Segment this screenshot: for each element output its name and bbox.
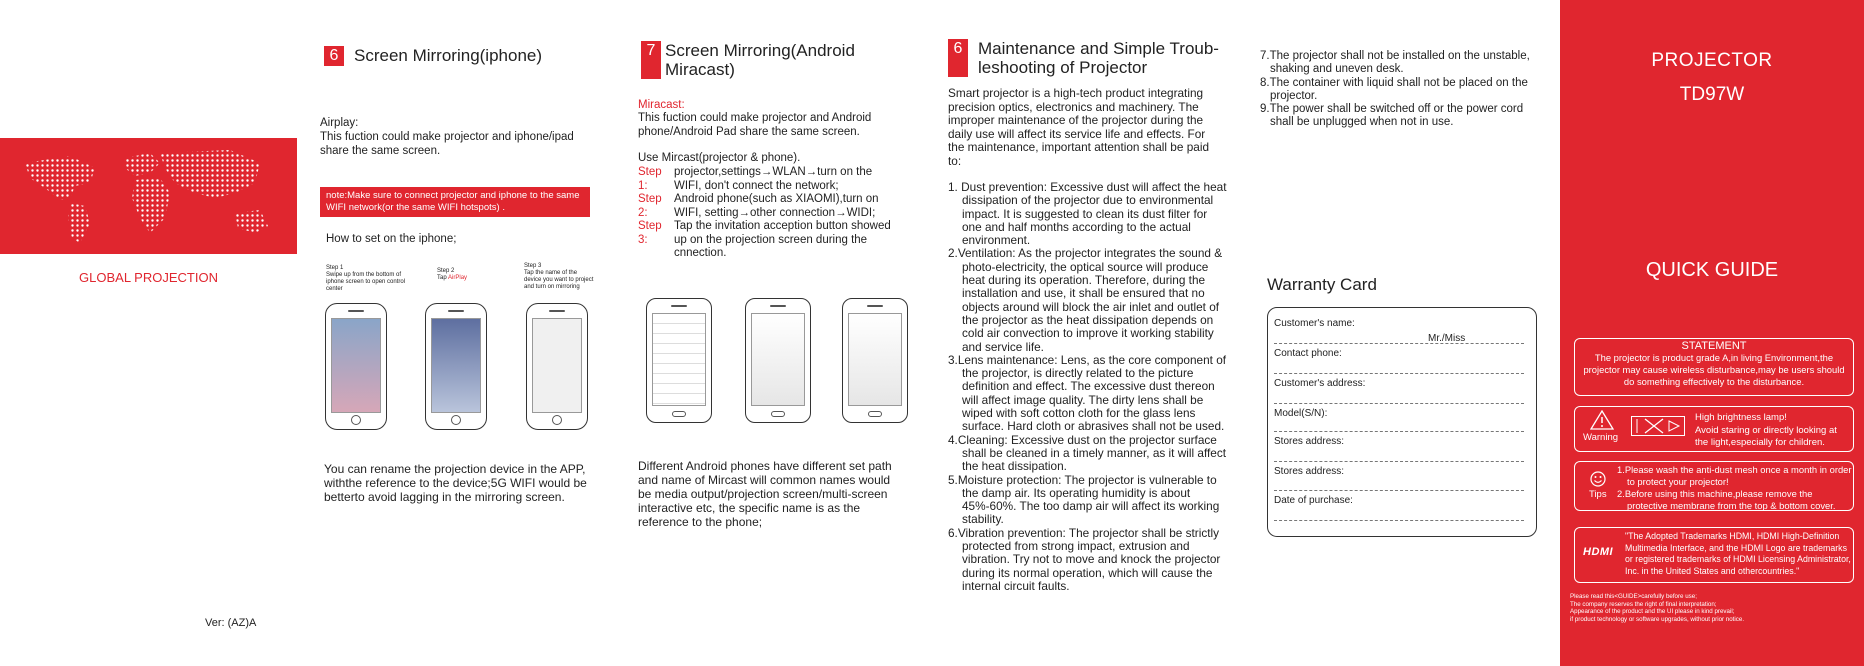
- step-label: Step 1:: [638, 166, 662, 192]
- iphone-section-heading: [324, 46, 614, 66]
- different-android-text: Different Android phones have different set path and name of Mircast will common names would be media output/projection screen/multi-screen interactive etc, the specific name is as the reference to the phone;: [638, 459, 892, 529]
- product-name: PROJECTOR: [1651, 50, 1773, 71]
- mr-miss-label: Mr./Miss: [1428, 333, 1466, 344]
- step2-tap: Tap: [437, 275, 447, 281]
- customer-name-label: Customer's name:: [1274, 318, 1355, 329]
- miracast-label: Miracast:: [638, 99, 685, 111]
- iphone-step2-text: [437, 268, 507, 282]
- warranty-title: Warranty Card: [1267, 275, 1377, 294]
- no-stare-icon: [1631, 416, 1685, 436]
- android-step: [638, 220, 900, 261]
- maintenance-intro: Smart projector is a high-tech product integrating precision optics, electronics and machinery. The improper maintenance of the projector during the daily use will affect its service life and effects. For the maintenance, important attention shall be paid to:: [948, 86, 1210, 168]
- customer-name-line: [1274, 343, 1524, 344]
- fine-print: [1570, 593, 1860, 623]
- step-text: projector,settings→WLAN→turn on the WIFI, don't connect the network;: [674, 166, 873, 192]
- maintenance-heading: [948, 39, 1228, 77]
- section-title: Maintenance and Simple Troub-leshooting of Projector: [978, 39, 1219, 77]
- section-number: 7: [641, 41, 661, 79]
- warning-box: [1574, 406, 1854, 452]
- stores-address-label: Stores address:: [1274, 466, 1345, 477]
- android-phone-3: [842, 298, 908, 423]
- hdmi-box: [1574, 527, 1854, 583]
- airplay-desc: This fuction could make projector and iphone/ipad share the same screen.: [320, 131, 574, 157]
- quick-guide-title: QUICK GUIDE: [1645, 259, 1779, 281]
- statement-title: STATEMENT: [1681, 340, 1747, 352]
- android-phone-1: [646, 298, 712, 423]
- hdmi-logo: HDMI: [1583, 546, 1614, 558]
- world-map-band: [0, 138, 297, 254]
- step-text: Tap the invitation acception button showed up on the projection screen during the cnnection.: [674, 220, 891, 259]
- step-text: Android phone(such as XIAOMI),turn on WIFI, setting→other connection→WIDI;: [674, 193, 879, 219]
- maintenance-item: 1. Dust prevention: Excessive dust will affect the heat dissipation of the projector due to environmental impact. It is suggested to clean its dust filter for one and half months according to the actual environment.: [948, 180, 1227, 248]
- warning-triangle-icon: [1590, 410, 1614, 430]
- android-step: [638, 166, 900, 193]
- android-step: [638, 193, 900, 220]
- product-model: TD97W: [1679, 84, 1745, 105]
- maintenance-item: 9.The power shall be switched off or the power cord shall be unplugged when not in use.: [1260, 103, 1524, 129]
- android-section-heading: [641, 41, 891, 79]
- tips-2: 2.Before using this machine,please remove the protective membrane from the top & bottom cover.: [1617, 488, 1836, 511]
- stores-address-label: Stores address:: [1274, 436, 1345, 447]
- section-number: 6: [324, 46, 344, 66]
- step-label: Step 3:: [638, 220, 662, 246]
- version-label: Ver: (AZ)A: [205, 617, 257, 629]
- iphone-image-1: [325, 303, 387, 430]
- statement-text: The projector is product grade A,in living Environment,the projector may cause wireless disturbance,may be users should do something effectively to the disturbance.: [1583, 352, 1845, 387]
- maintenance-list: [948, 181, 1228, 593]
- fine-print-line: Appearance of the product and the UI please in kind prevail;: [1570, 608, 1735, 616]
- maintenance-item: 2.Ventilation: As the projector integrates the sound & photo-electricity, the optical source will produce heat during its operation. Therefore, during the installation and use, it shall be ensured that no objects around will block the air inlet and outlet of the projector as the heat dissipation depends on cold air convection to improve it working stability and service life.: [948, 246, 1223, 354]
- model-line: [1274, 431, 1524, 432]
- maintenance-item: 6.Vibration prevention: The projector shall be strictly protected from strong impact, extrusion and vibration. Try not to move and knock the projector during its normal operation, which will cause the internal circuit faults.: [948, 525, 1221, 593]
- model-label: Model(S/N):: [1274, 408, 1328, 419]
- maintenance-item: 7.The projector shall not be installed on the unstable, shaking and uneven desk.: [1260, 50, 1530, 76]
- android-steps: [638, 166, 900, 261]
- statement-box: [1574, 338, 1854, 396]
- smile-icon: [1590, 471, 1606, 487]
- hdmi-trademark-text: "The Adopted Trademarks HDMI, HDMI High-Definition Multimedia Interface, and the HDMI Logo are trademarks or registered trademarks of HDMI Licensing Administrator, Inc. in the United States and othercountries.": [1625, 531, 1851, 576]
- warning-line1: High brightness lamp!: [1695, 412, 1787, 423]
- maintenance-item: 5.Moisture protection: The projector is vulnerable to the damp air. Its operating humidity is about 45%-60%. The too damp air will affect its working stability.: [948, 472, 1220, 527]
- iphone-step1-text: Step 1 Swipe up from the bottom of iphone screen to open control center: [326, 265, 406, 292]
- tips-label: Tips: [1589, 489, 1607, 500]
- date-of-purchase-line: [1274, 520, 1524, 521]
- how-to-label: How to set on the iphone;: [326, 233, 457, 245]
- section-number: 6: [948, 39, 968, 77]
- maintenance-item: 4.Cleaning: Excessive dust on the projector surface shall be cleaned in a timely manner, as it will affect the heat dissipation.: [948, 432, 1227, 474]
- use-mircast: Use Mircast(projector & phone).: [638, 152, 801, 164]
- date-of-purchase-label: Date of purchase:: [1274, 495, 1353, 506]
- contact-phone-label: Contact phone:: [1274, 348, 1342, 359]
- miracast-desc: This fuction could make projector and Android phone/Android Pad share the same screen.: [638, 112, 872, 138]
- maintenance-continued: [1260, 50, 1540, 130]
- section-title: Screen Mirroring(Android Miracast): [665, 41, 855, 79]
- step2-label: Step 2: [437, 268, 455, 274]
- iphone-image-2: [425, 303, 487, 430]
- fine-print-line: Please read this<GUIDE>carefully before use;: [1570, 593, 1697, 600]
- fine-print-line: The company reserves the right of final interpretation;: [1570, 600, 1717, 608]
- note-box: note:Make sure to connect projector and iphone to the same WIFI network(or the same WIFI hotspots) .: [320, 187, 590, 217]
- warning-line2: Avoid staring or directly looking at the light,especially for children.: [1695, 425, 1837, 448]
- customer-address-line: [1274, 403, 1524, 404]
- world-map-icon: [0, 138, 297, 254]
- warning-label: Warning: [1583, 432, 1619, 443]
- warranty-card: [1267, 307, 1537, 537]
- tips-box: [1574, 461, 1854, 511]
- customer-address-label: Customer's address:: [1274, 378, 1366, 389]
- android-phone-2: [745, 298, 811, 423]
- step-label: Step 2:: [638, 193, 662, 219]
- rename-text: You can rename the projection device in the APP, withthe reference to the device;5G WIFI would be betterto avoid lagging in the mirroring screen.: [324, 462, 587, 504]
- iphone-image-3: [526, 303, 588, 430]
- global-projection-label: GLOBAL PROJECTION: [79, 270, 218, 285]
- contact-phone-line: [1274, 373, 1524, 374]
- fine-print-line: if product technology or software upgrades, without prior notice.: [1570, 615, 1745, 623]
- step2-airplay: AirPlay: [448, 275, 468, 281]
- stores-address-line: [1274, 490, 1524, 491]
- tips-1: 1.Please wash the anti-dust mesh once a month in order to protect your projector!: [1617, 464, 1852, 487]
- maintenance-item: 3.Lens maintenance: Lens, as the core component of the projector, is directly related to the picture definition and effect. The excessive dust thereon will affect image quality. The dirty lens shall be wiped with soft cotton cloth for the glass lens surface. Hard cloth or abrasives shall not be used.: [948, 352, 1227, 434]
- maintenance-item: 8.The container with liquid shall not be placed on the projector.: [1260, 76, 1528, 102]
- airplay-label: Airplay:: [320, 117, 359, 129]
- stores-address-line: [1274, 461, 1524, 462]
- cover-panel: [1560, 0, 1864, 666]
- iphone-step3-text: Step 3 Tap the name of the device you want to project and turn on mirroring: [524, 263, 594, 290]
- section-title: Screen Mirroring(iphone): [354, 46, 543, 65]
